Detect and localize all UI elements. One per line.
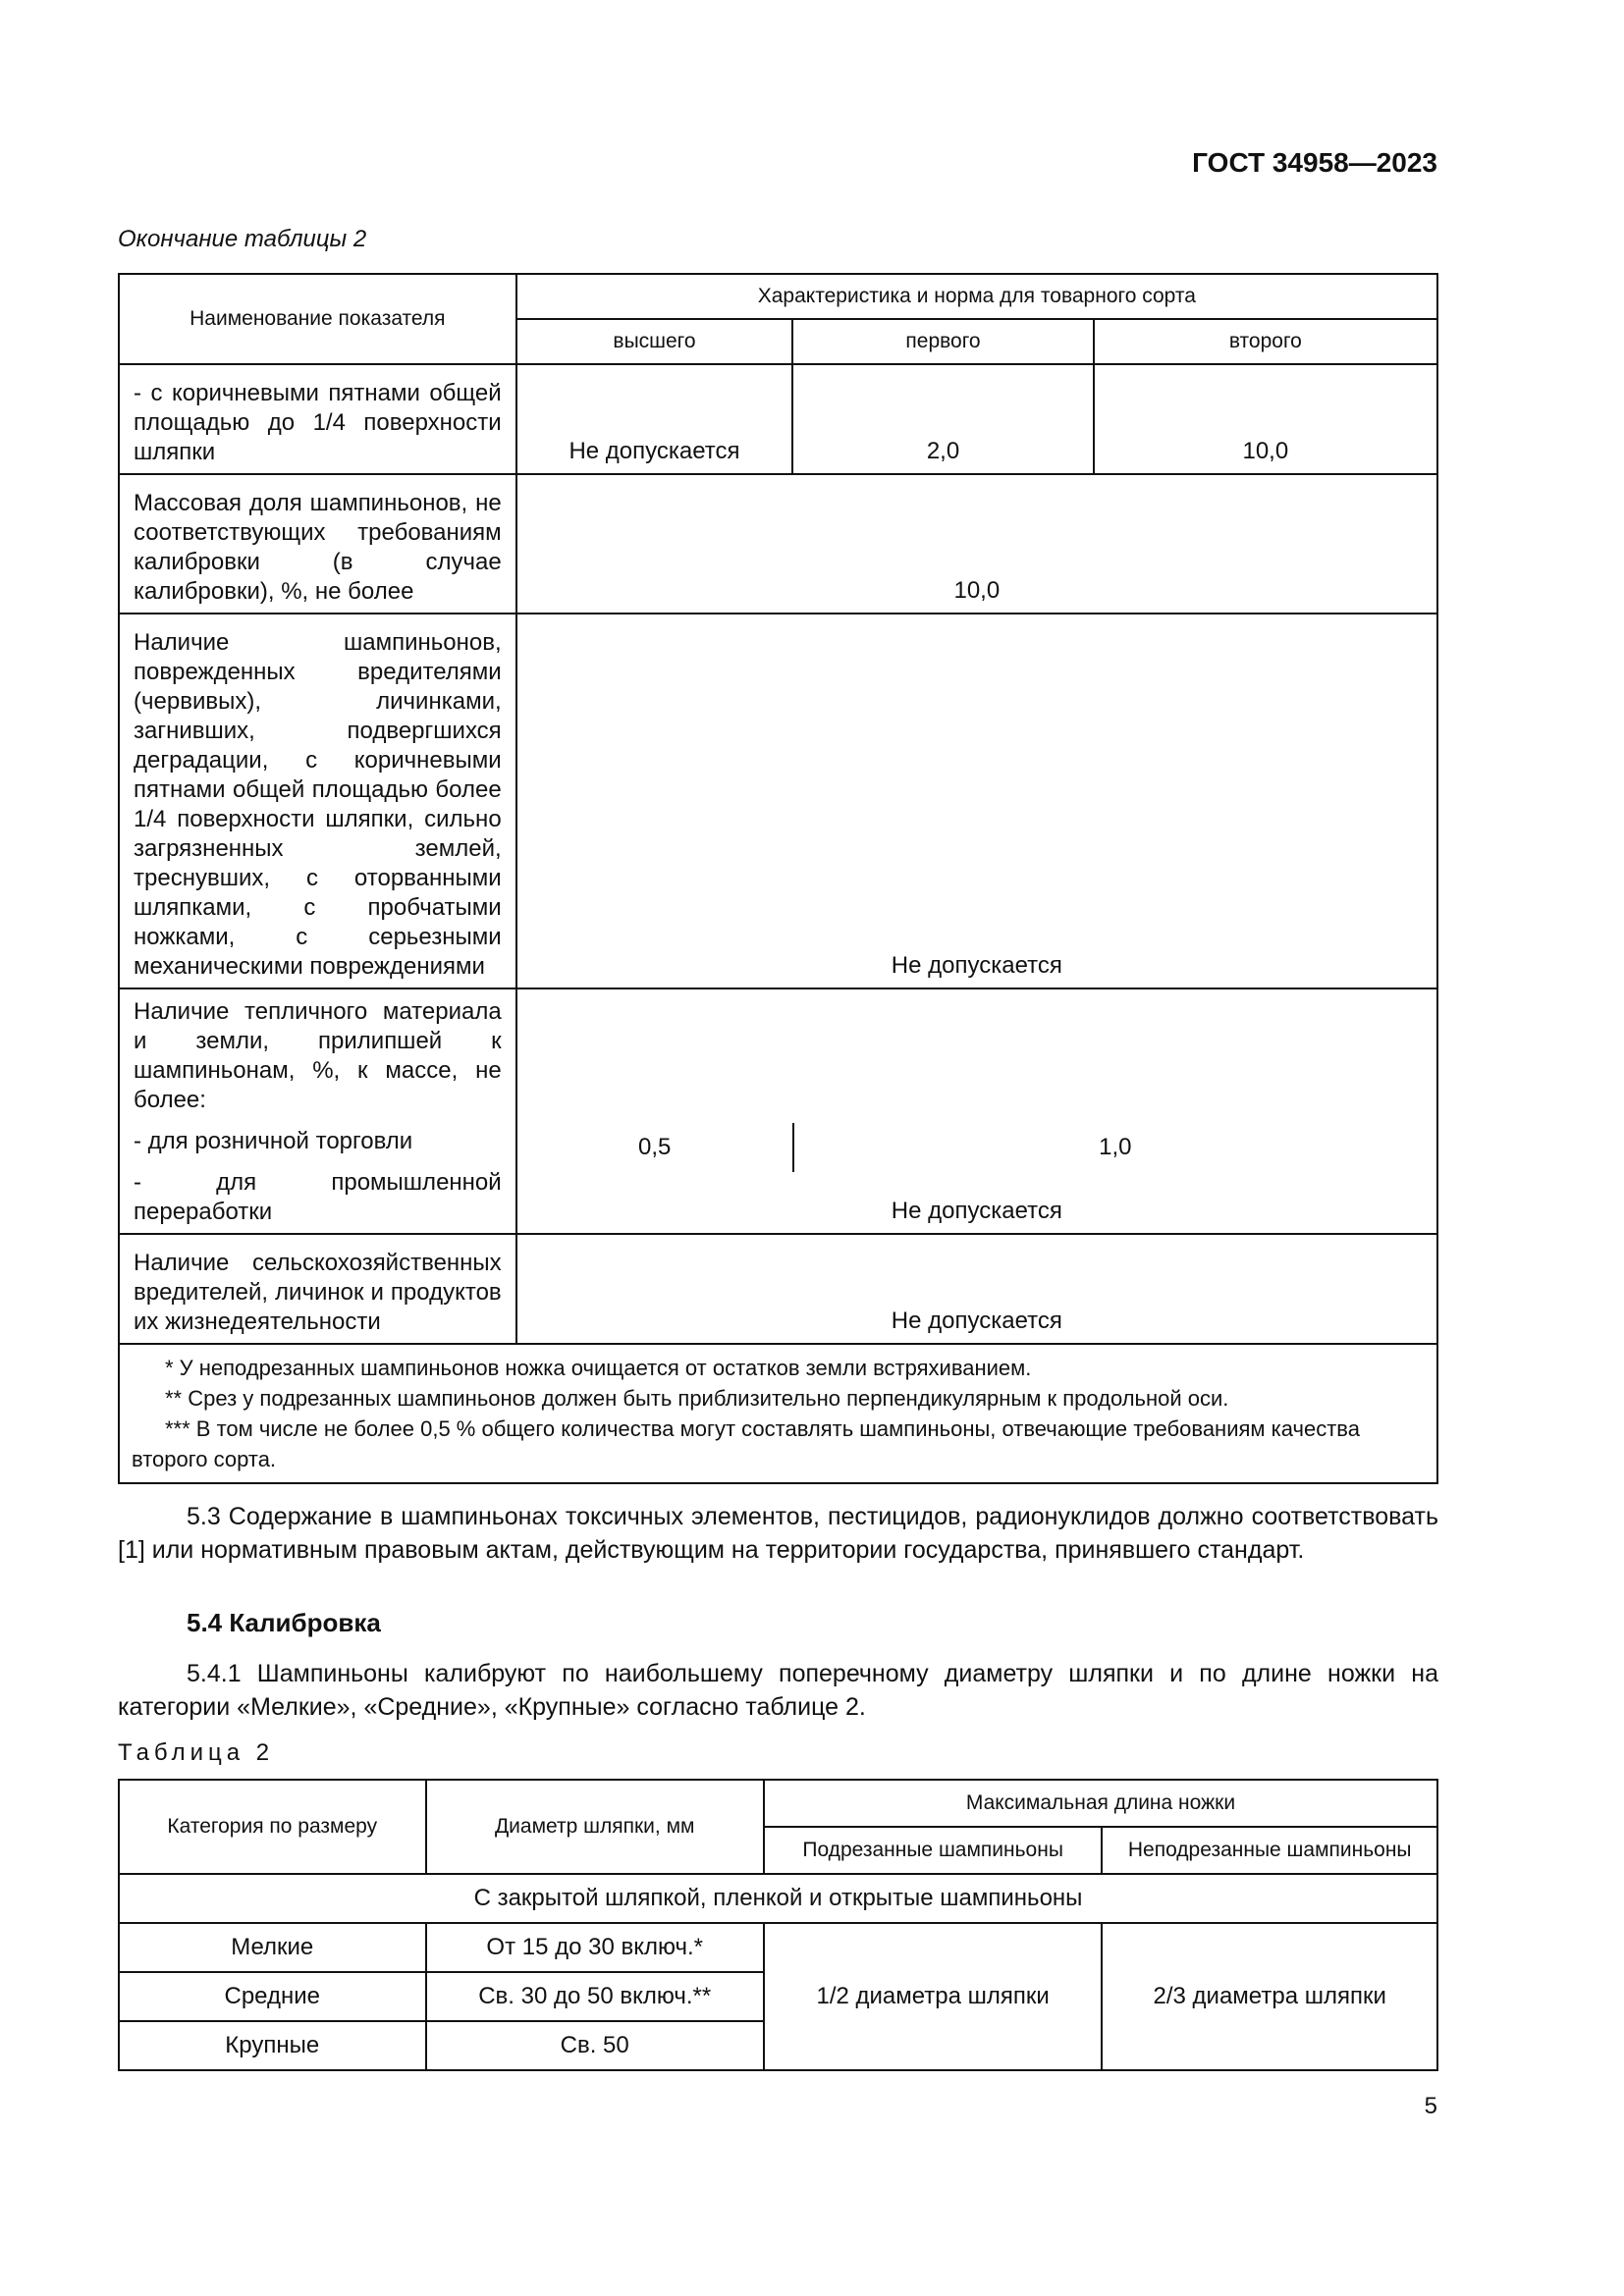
row-name: Массовая доля шампиньонов, не соответствующих требованиям калибровки (в случае калибровки), %, не более xyxy=(119,474,516,614)
row-value: 2,0 xyxy=(792,364,1093,474)
industry-label: - для промышленной переработки xyxy=(134,1169,502,1225)
greenhouse-label: Наличие тепличного материала и земли, прилипшей к шампиньонам, %, к массе, не более: xyxy=(134,998,502,1113)
header-grade-second: второго xyxy=(1094,319,1437,364)
paragraph-5-3 xyxy=(118,1500,1438,1567)
header-grade-group: Характеристика и норма для товарного сорта xyxy=(516,274,1437,319)
note-2: ** Срез у подрезанных шампиньонов должен быть приблизительно перпендикулярным к продольной оси. xyxy=(165,1386,1229,1411)
row-value-merged: 10,0 xyxy=(516,474,1437,614)
header-max-stem: Максимальная длина ножки xyxy=(764,1780,1437,1827)
row-name: - с коричневыми пятнами общей площадью до 1/4 поверхности шляпки xyxy=(119,364,516,474)
greenhouse-values xyxy=(516,988,1437,1234)
calibration-table xyxy=(118,1779,1438,2071)
header-grade-highest: высшего xyxy=(516,319,793,364)
retail-label: - для розничной торговли xyxy=(134,1128,413,1154)
category-cell: Средние xyxy=(119,1972,426,2021)
row-name: Наличие сельскохозяйственных вредителей, личинок и продуктов их жизнедеятельности xyxy=(119,1234,516,1344)
untrimmed-value: 2/3 диаметра шляпки xyxy=(1102,1923,1437,2070)
diameter-cell: Св. 50 xyxy=(426,2021,764,2070)
diameter-cell: От 15 до 30 включ.* xyxy=(426,1923,764,1972)
row-value-merged: Не допускается xyxy=(516,614,1437,988)
trimmed-value: 1/2 диаметра шляпки xyxy=(764,1923,1103,2070)
note-1: * У неподрезанных шампиньонов ножка очищается от остатков земли встряхиванием. xyxy=(165,1356,1032,1380)
retail-value-others: 1,0 xyxy=(1099,1134,1132,1160)
row-value-merged: Не допускается xyxy=(516,1234,1437,1344)
diameter-cell: Св. 30 до 50 включ.** xyxy=(426,1972,764,2021)
header-grade-first: первого xyxy=(792,319,1093,364)
header-category: Категория по размеру xyxy=(119,1780,426,1874)
category-cell: Мелкие xyxy=(119,1923,426,1972)
category-cell: Крупные xyxy=(119,2021,426,2070)
retail-value-highest: 0,5 xyxy=(637,1134,672,1160)
row-name-greenhouse xyxy=(119,988,516,1234)
row-value: Не допускается xyxy=(516,364,793,474)
row-name: Наличие шампиньонов, поврежденных вредителями (червивых), личинками, загнивших, подвергшихся деградации, с коричневыми пятнами общей площадью более 1/4 поверхности шляпки, сильно загрязненных землей, треснувших, с оторванными шляпками, с пробчатыми ножками, с серьезными механическими повреждениями xyxy=(119,614,516,988)
note-3: *** В том числе не более 0,5 % общего количества могут составлять шампиньоны, отвечающие требованиям качества второго сорта. xyxy=(132,1416,1360,1471)
document-code: ГОСТ 34958—2023 xyxy=(1192,147,1437,178)
table-2-caption: Таблица 2 xyxy=(118,1739,275,1766)
industry-value: Не допускается xyxy=(891,1198,1062,1224)
header-untrimmed: Неподрезанные шампиньоны xyxy=(1102,1827,1437,1874)
header-diameter: Диаметр шляпки, мм xyxy=(426,1780,764,1874)
paragraph-5-4-1-text: 5.4.1 Шампиньоны калибруют по наибольшему поперечному диаметру шляпки и по длине ножки на категории «Мелкие», «Средние», «Крупные» согласно таблице 2. xyxy=(118,1660,1438,1721)
table-notes xyxy=(119,1344,1437,1483)
header-indicator: Наименование показателя xyxy=(119,274,516,364)
paragraph-5-4-1 xyxy=(118,1657,1438,1724)
table-continuation-caption: Окончание таблицы 2 xyxy=(118,226,367,252)
row-value: 10,0 xyxy=(1094,364,1437,474)
page-number: 5 xyxy=(1424,2093,1437,2119)
quality-table xyxy=(118,273,1438,1484)
header-trimmed: Подрезанные шампиньоны xyxy=(764,1827,1103,1874)
section-heading-5-4: 5.4 Калибровка xyxy=(187,1608,381,1637)
span-row: С закрытой шляпкой, пленкой и открытые шампиньоны xyxy=(119,1874,1437,1923)
paragraph-5-3-text: 5.3 Содержание в шампиньонах токсичных элементов, пестицидов, радионуклидов должно соответствовать [1] или нормативным правовым актам, действующим на территории государства, принявшего стандарт. xyxy=(118,1503,1438,1564)
